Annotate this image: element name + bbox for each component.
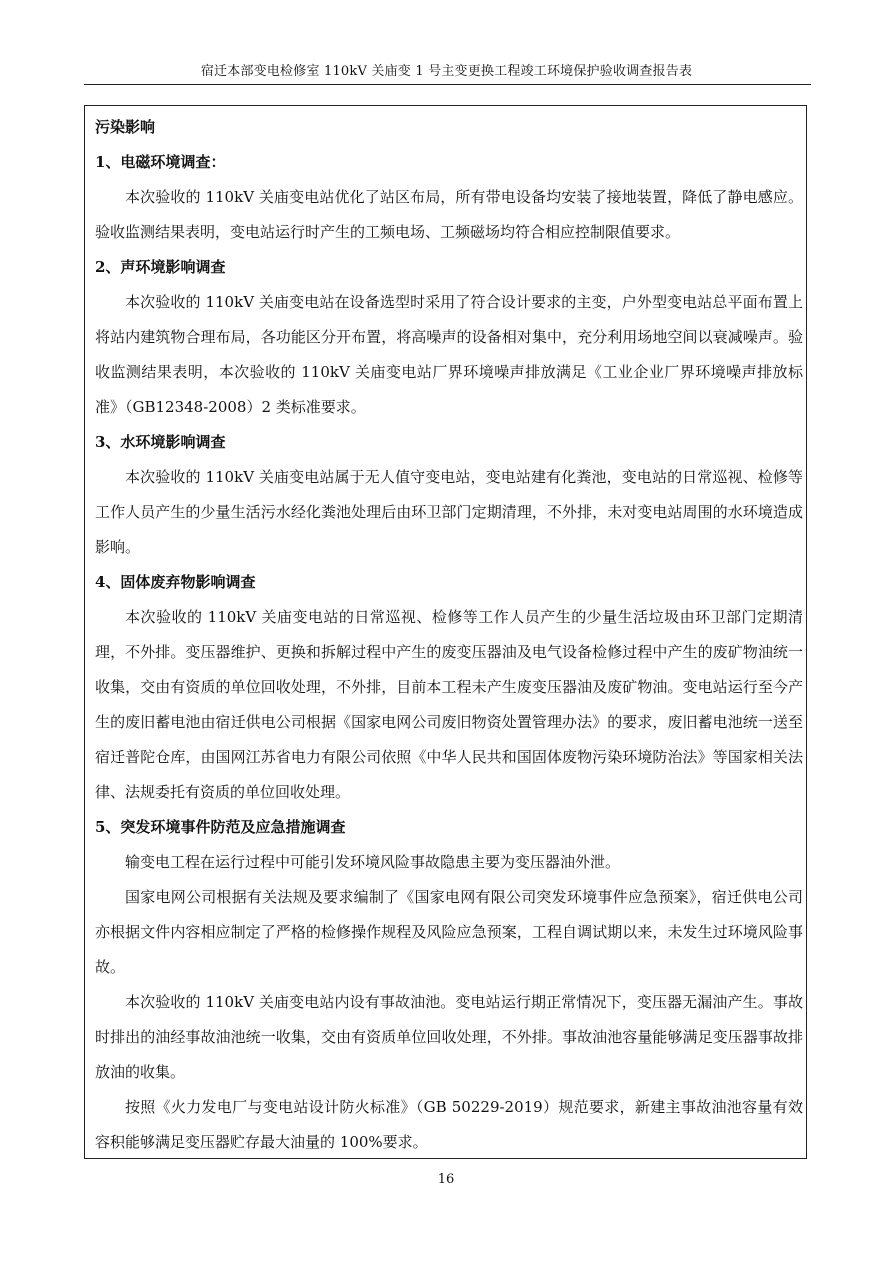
running-header: 宿迁本部变电检修室 110kV 关庙变 1 号主变更换工程竣工环境保护验收调查报告表 — [200, 64, 693, 79]
water-heading: 3、水环境影响调查 — [95, 433, 226, 451]
emergency-paragraph-3: 本次验收的 110kV 关庙变电站内设有事故油池。变电站运行期正常情况下，变压器无漏油产生。事故时排出的油经事故油池统一收集，交由有资质单位回收处理，不外排。事故油池容量能够满足变压器事故排放油的收集。 — [95, 993, 803, 1081]
emergency-paragraph-2: 国家电网公司根据有关法规及要求编制了《国家电网有限公司突发环境事件应急预案》，宿迁供电公司亦根据文件内容相应制定了严格的检修操作规程及风险应急预案，工程自调试期以来，未发生过环境风险事故。 — [95, 888, 803, 976]
noise-heading: 2、声环境影响调查 — [95, 258, 226, 276]
em-paragraph: 本次验收的 110kV 关庙变电站优化了站区布局，所有带电设备均安装了接地装置，降低了静电感应。验收监测结果表明，变电站运行时产生的工频电场、工频磁场均符合相应控制限值要求。 — [95, 188, 803, 241]
emergency-paragraph-4: 按照《火力发电厂与变电站设计防火标准》（GB 50229-2019）规范要求，新建主事故油池容量有效容积能够满足变压器贮存最大油量的 100%要求。 — [95, 1098, 803, 1151]
report-content — [95, 110, 803, 1160]
emergency-heading: 5、突发环境事件防范及应急措施调查 — [95, 818, 346, 836]
emergency-paragraph-1: 输变电工程在运行过程中可能引发环境风险事故隐患主要为变压器油外泄。 — [125, 853, 621, 871]
em-heading: 1、电磁环境调查： — [95, 153, 226, 171]
section-title: 污染影响 — [95, 118, 156, 136]
solid-waste-heading: 4、固体废弃物影响调查 — [95, 573, 256, 591]
header-rule — [84, 84, 811, 85]
solid-waste-paragraph: 本次验收的 110kV 关庙变电站的日常巡视、检修等工作人员产生的少量生活垃圾由环卫部门定期清理，不外排。变压器维护、更换和拆解过程中产生的废变压器油及电气设备检修过程中产生的废矿物油统一收集，交由有资质的单位回收处理，不外排，目前本工程未产生废变压器油及废矿物油。变电站运行至今产生的废旧蓄电池由宿迁供电公司根据《国家电网公司废旧物资处置管理办法》的要求，废旧蓄电池统一送至宿迁普陀仓库，由国网江苏省电力有限公司依照《中华人民共和国固体废物污染环境防治法》等国家相关法律、法规委托有资质的单位回收处理。 — [95, 608, 803, 801]
noise-paragraph: 本次验收的 110kV 关庙变电站在设备选型时采用了符合设计要求的主变，户外型变电站总平面布置上将站内建筑物合理布局，各功能区分开布置，将高噪声的设备相对集中，充分利用场地空间以衰减噪声。验收监测结果表明，本次验收的 110kV 关庙变电站厂界环境噪声排放满足《工业企业厂界环境噪声排放标准》（GB12348-2008）2 类标准要求。 — [95, 293, 803, 416]
water-paragraph: 本次验收的 110kV 关庙变电站属于无人值守变电站，变电站建有化粪池，变电站的日常巡视、检修等工作人员产生的少量生活污水经化粪池处理后由环卫部门定期清理，不外排，未对变电站周围的水环境造成影响。 — [95, 468, 803, 556]
page-number: 16 — [437, 1172, 455, 1187]
